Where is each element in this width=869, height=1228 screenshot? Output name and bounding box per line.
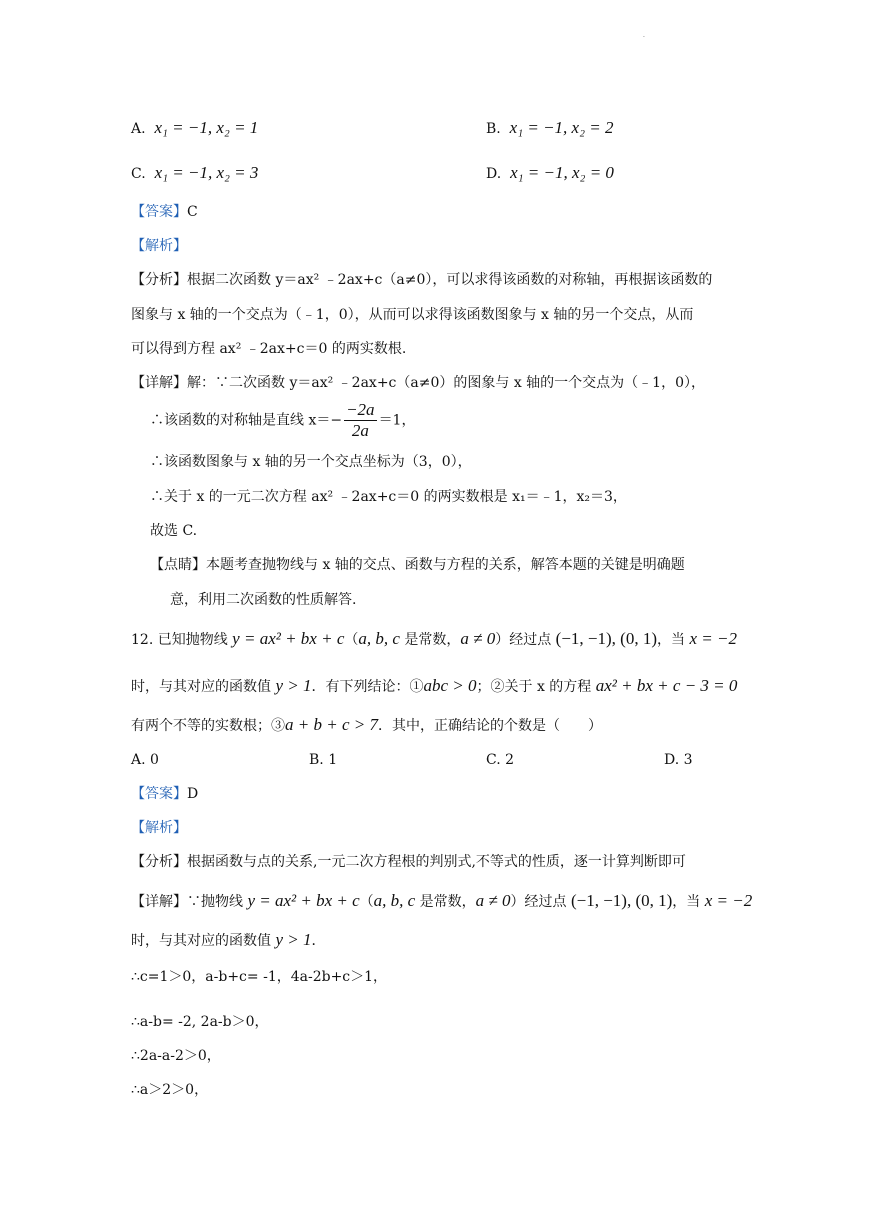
q12-stem-1: 12. 已知抛物线 y = ax² + bx + c（a, b, c 是常数，a ≠ 0）经过点 (−1, −1), (0, 1)，当 x = −2 (131, 629, 737, 648)
q11-step-3: ∴关于 x 的一元二次方程 ax² ﹣2ax+c＝0 的两实数根是 x₁＝﹣1，x₂＝3， (150, 489, 627, 505)
option-b: B. x₁ = −1, x₂ = 2 (486, 118, 614, 137)
q11-step-4: 故选 C. (150, 523, 198, 539)
option-b-expr: x₁ = −1, x₂ = 2 (509, 118, 614, 137)
option-d: D. x₁ = −1, x₂ = 0 (486, 163, 614, 182)
answer-tag: 【答案】 (131, 204, 187, 220)
q12-stem-2: 时，与其对应的函数值 y > 1．有下列结论：①abc > 0；②关于 x 的方程 ax² + bx + c − 3 = 0 (131, 676, 738, 695)
q11-dianjing-1: 【点睛】本题考查抛物线与 x 轴的交点、函数与方程的关系，解答本题的关键是明确题 (150, 557, 685, 573)
q12-xiangjie-1: 【详解】∵抛物线 y = ax² + bx + c（a, b, c 是常数，a ≠ 0）经过点 (−1, −1), (0, 1)，当 x = −2 (131, 891, 753, 910)
q12-answer: 【答案】D (131, 786, 199, 802)
q12-xiangjie-2: 时，与其对应的函数值 y > 1． (131, 930, 326, 949)
q12-option-d: D. 3 (664, 752, 693, 768)
q12-analysis-tag: 【解析】 (131, 820, 187, 836)
answer-tag: 【答案】 (131, 786, 187, 802)
q12-option-b: B. 1 (309, 752, 338, 768)
q11-xiangjie-1: 【详解】解：∵二次函数 y＝ax² ﹣2ax+c（a≠0）的图象与 x 轴的一个交点为（﹣1，0）， (131, 375, 705, 391)
option-c-expr: x₁ = −1, x₂ = 3 (154, 163, 259, 182)
q11-fenxi-2: 图象与 x 轴的一个交点为（﹣1，0），从而可以求得该函数图象与 x 轴的另一个交点，从而 (131, 307, 694, 323)
q11-step-2: ∴该函数图象与 x 轴的另一个交点坐标为（3，0）， (150, 454, 472, 470)
option-a-expr: x₁ = −1, x₂ = 1 (154, 118, 259, 137)
q12-step-2: ∴a-b= -2, 2a-b＞0， (131, 1014, 269, 1030)
q12-step-1: ∴c=1＞0，a-b+c= -1，4a-2b+c＞1， (131, 969, 388, 985)
option-d-expr: x₁ = −1, x₂ = 0 (510, 163, 614, 182)
q11-step-1: ∴该函数的对称轴是直线 x＝− $\frac{-2a}{2a}$ ＝1， (150, 400, 416, 440)
q12-fenxi: 【分析】根据函数与点的关系,一元二次方程根的判别式,不等式的性质，逐一计算判断即可 (131, 854, 686, 870)
q12-stem-3: 有两个不等的实数根；③a + b + c > 7．其中，正确结论的个数是（ ） (131, 715, 602, 734)
q12-step-4: ∴a＞2＞0， (131, 1082, 209, 1098)
q11-dianjing-2: 意，利用二次函数的性质解答. (170, 592, 357, 608)
q12-step-3: ∴2a-a-2＞0， (131, 1048, 221, 1064)
fraction: $\frac{-2a}{2a}$ (346, 400, 375, 440)
q11-analysis-tag: 【解析】 (131, 238, 187, 254)
option-a: A. x₁ = −1, x₂ = 1 (131, 118, 259, 137)
q11-fenxi-1: 【分析】根据二次函数 y＝ax² ﹣2ax+c（a≠0），可以求得该函数的对称轴，再根据该函数的 (131, 272, 713, 288)
q11-fenxi-3: 可以得到方程 ax² ﹣2ax+c＝0 的两实数根. (131, 341, 407, 357)
q12-option-a: A. 0 (131, 752, 159, 768)
q11-answer: 【答案】C (131, 204, 198, 220)
option-c: C. x₁ = −1, x₂ = 3 (131, 163, 259, 182)
page-mark: · (643, 34, 645, 41)
q12-option-c: C. 2 (486, 752, 515, 768)
